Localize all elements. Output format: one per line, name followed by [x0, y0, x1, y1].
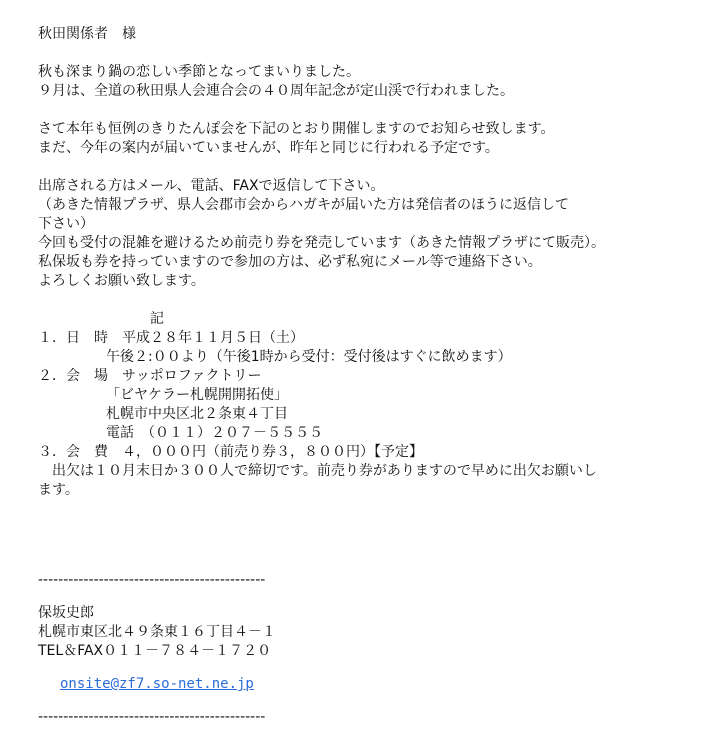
signature-telfax: TEL＆FAX０１１－７８４－１７２０ [38, 643, 272, 659]
signature-separator-bottom: --------------------------------------------- [38, 709, 266, 725]
intro-line-1: 秋も深まり鍋の恋しい季節となってまいりました。 [38, 64, 360, 80]
signature [38, 571, 698, 727]
note-cont-line: ます。 [38, 482, 79, 498]
spacer [38, 101, 698, 120]
announce-line-2: まだ、今年の案内が届いていませんが、昨年と同じに行われる予定です。 [38, 140, 499, 156]
greeting: 秋田関係者 様 [38, 26, 136, 42]
signature-name: 保坂史郎 [38, 605, 94, 621]
date-time-line: 午後２:００より（午後1時から受付：受付後はすぐに飲めます） [106, 349, 512, 365]
body-line-5: 私保坂も券を持っていますので参加の方は、必ず私宛にメール等で連絡下さい。 [38, 254, 542, 270]
venue-phone-line: 電話 （０１１）２０７－５５５５ [106, 425, 323, 441]
body-line-2: （あきた情報プラザ、県人会郡市会からハガキが届いた方は発信者のほうに返信して [38, 197, 570, 213]
fee-line: ３．会 費 ４，０００円（前売り券３，８００円）【予定】 [38, 444, 423, 460]
date-line: １．日 時 平成２８年１１月５日（土） [38, 330, 304, 346]
spacer [38, 538, 698, 557]
body-line-6: よろしくお願い致します。 [38, 273, 205, 289]
venue-line: ２．会 場 サッポロファクトリー [38, 368, 262, 384]
intro-line-2: ９月は、全道の秋田県人会連合会の４０周年記念が定山渓で行われました。 [38, 83, 514, 99]
spacer [38, 500, 698, 538]
signature-address: 札幌市東区北４９条東１６丁目４－１ [38, 624, 276, 640]
spacer [38, 44, 698, 63]
venue-name-line: 「ビヤケラー札幌開開拓使」 [106, 387, 288, 403]
ki-heading: 記 [150, 311, 164, 327]
email-body [38, 25, 698, 741]
body-line-1: 出席される方はメール、電話、FAXで返信して下さい。 [38, 178, 385, 194]
signature-email-line [38, 675, 698, 694]
spacer [38, 158, 698, 177]
event-details [38, 329, 698, 500]
email-link[interactable]: onsite@zf7.so-net.ne.jp [60, 676, 254, 692]
note-line: 出欠は１０月末日か３００人で締切です。前売り券がありますので早めに出欠お願いし [38, 463, 597, 479]
spacer [38, 291, 698, 310]
venue-address-line: 札幌市中央区北２条東４丁目 [106, 406, 288, 422]
body-line-3: 下さい） [38, 216, 94, 232]
signature-separator-top: --------------------------------------------- [38, 572, 266, 588]
announce-line-1: さて本年も恒例のきりたんぽ会を下記のとおり開催しますのでお知らせ致します。 [38, 121, 555, 137]
body-line-4: 今回も受付の混雑を避けるため前売り券を発売しています（あきた情報プラザにて販売）。 [38, 235, 605, 251]
